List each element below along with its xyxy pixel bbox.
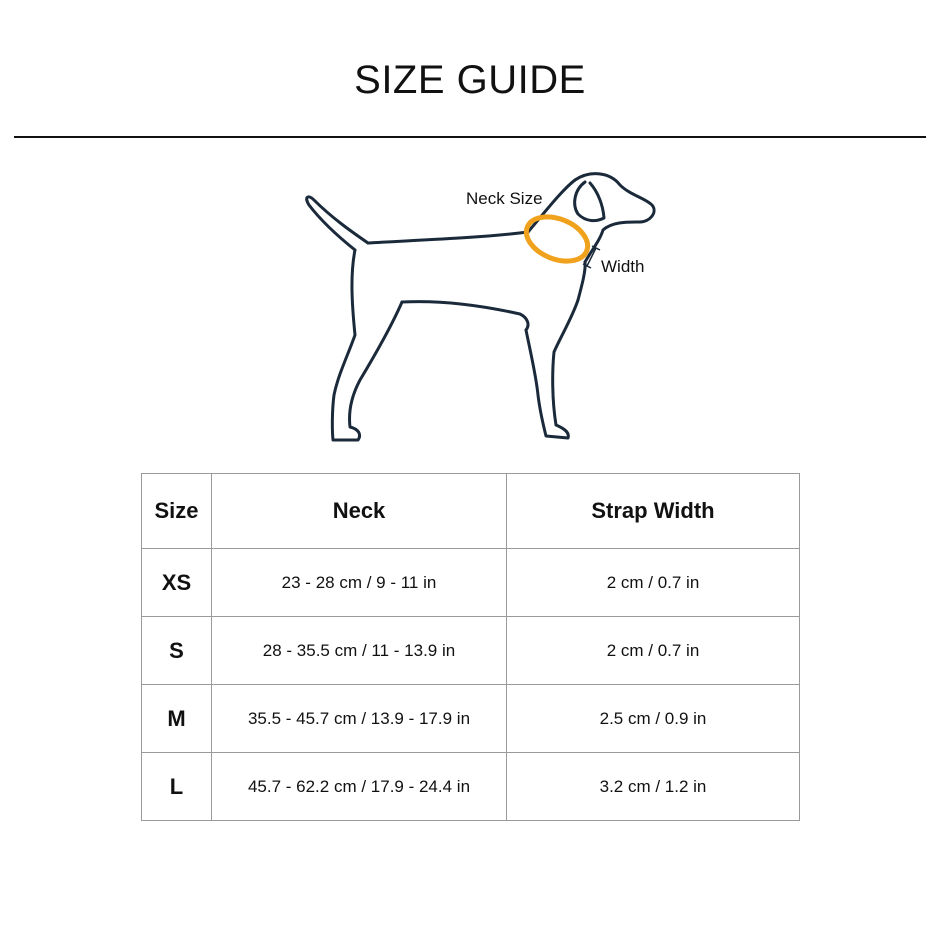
width-label: Width (601, 257, 645, 276)
table-header-row (142, 474, 800, 549)
dog-ear (575, 182, 604, 221)
header-strap-width: Strap Width (507, 474, 800, 549)
table-row (142, 549, 800, 617)
dog-front-leg-back (526, 300, 578, 438)
dog-front-leg-front (578, 262, 585, 300)
page-title: SIZE GUIDE (354, 58, 586, 102)
size-cell: S (142, 617, 212, 685)
dog-back (368, 232, 528, 243)
size-cell: M (142, 685, 212, 753)
strap-width-cell: 2 cm / 0.7 in (507, 617, 800, 685)
dog-outline-illustration (290, 165, 670, 450)
dog-tail (307, 197, 368, 250)
neck-size-label: Neck Size (466, 189, 543, 208)
neck-cell: 23 - 28 cm / 9 - 11 in (212, 549, 507, 617)
dog-belly (402, 302, 528, 330)
neck-cell: 45.7 - 62.2 cm / 17.9 - 24.4 in (212, 753, 507, 821)
neck-cell: 35.5 - 45.7 cm / 13.9 - 17.9 in (212, 685, 507, 753)
table-row (142, 753, 800, 821)
size-table (141, 473, 800, 821)
size-cell: L (142, 753, 212, 821)
size-cell: XS (142, 549, 212, 617)
header-neck: Neck (212, 474, 507, 549)
dog-hind-leg (332, 250, 402, 440)
header-size: Size (142, 474, 212, 549)
strap-width-cell: 2.5 cm / 0.9 in (507, 685, 800, 753)
strap-width-cell: 2 cm / 0.7 in (507, 549, 800, 617)
neck-cell: 28 - 35.5 cm / 11 - 13.9 in (212, 617, 507, 685)
table-row (142, 617, 800, 685)
strap-width-cell: 3.2 cm / 1.2 in (507, 753, 800, 821)
table-row (142, 685, 800, 753)
title-divider (14, 136, 926, 138)
